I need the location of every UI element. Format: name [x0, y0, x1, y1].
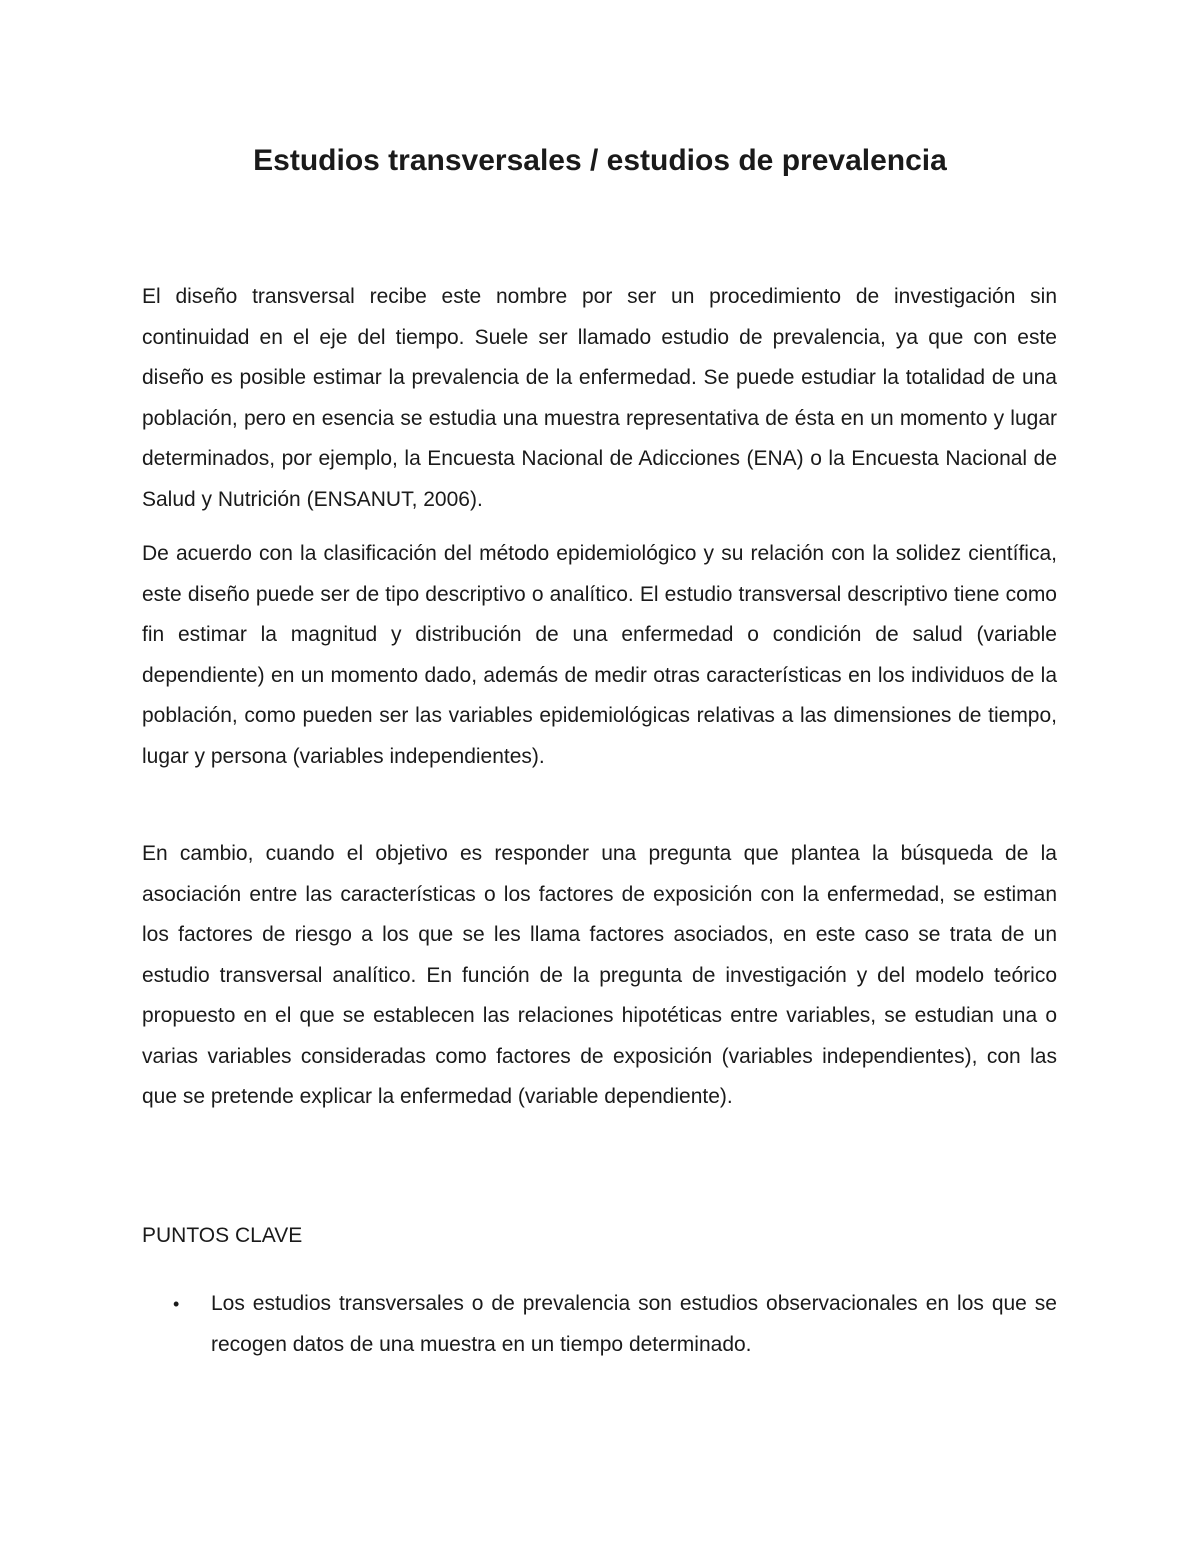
document-title: Estudios transversales / estudios de prevalencia — [253, 144, 947, 177]
paragraph-classification: De acuerdo con la clasificación del método epidemiológico y su relación con la solidez científica, este diseño puede ser de tipo descriptivo o analítico. El estudio transversal descriptivo tiene como fin estimar la magnitud y distribución de una enfermedad o condición de salud (variable dependiente) en un momento dado, además de medir otras características en los individuos de la población, como pueden ser las variables epidemiológicas relativas a las dimensiones de tiempo, lugar y persona (variables independientes). — [142, 542, 1057, 768]
list-item-text: Los estudios transversales o de prevalencia son estudios observacionales en los que se recogen datos de una muestra en un tiempo determinado. — [211, 1292, 1057, 1356]
paragraph-definition: El diseño transversal recibe este nombre por ser un procedimiento de investigación sin continuidad en el eje del tiempo. Suele ser llamado estudio de prevalencia, ya que con este diseño es posible estimar la prevalencia de la enfermedad. Se puede estudiar la totalidad de una población, pero en esencia se estudia una muestra representativa de ésta en un momento y lugar determinados, por ejemplo, la Encuesta Nacional de Adicciones (ENA) o la Encuesta Nacional de Salud y Nutrición (ENSANUT, 2006). — [142, 285, 1057, 511]
list-item — [142, 1284, 1057, 1365]
key-points-heading: PUNTOS CLAVE — [142, 1224, 303, 1247]
bullet-icon: • — [173, 1294, 180, 1314]
paragraph-analytic: En cambio, cuando el objetivo es responder una pregunta que plantea la búsqueda de la asociación entre las características o los factores de exposición con la enfermedad, se estiman los factores de riesgo a los que se les llama factores asociados, en este caso se trata de un estudio transversal analítico. En función de la pregunta de investigación y del modelo teórico propuesto en el que se establecen las relaciones hipotéticas entre variables, se estudian una o varias variables consideradas como factores de exposición (variables independientes), con las que se pretende explicar la enfermedad (variable dependiente). — [142, 842, 1057, 1108]
key-points-list — [142, 1284, 1057, 1365]
